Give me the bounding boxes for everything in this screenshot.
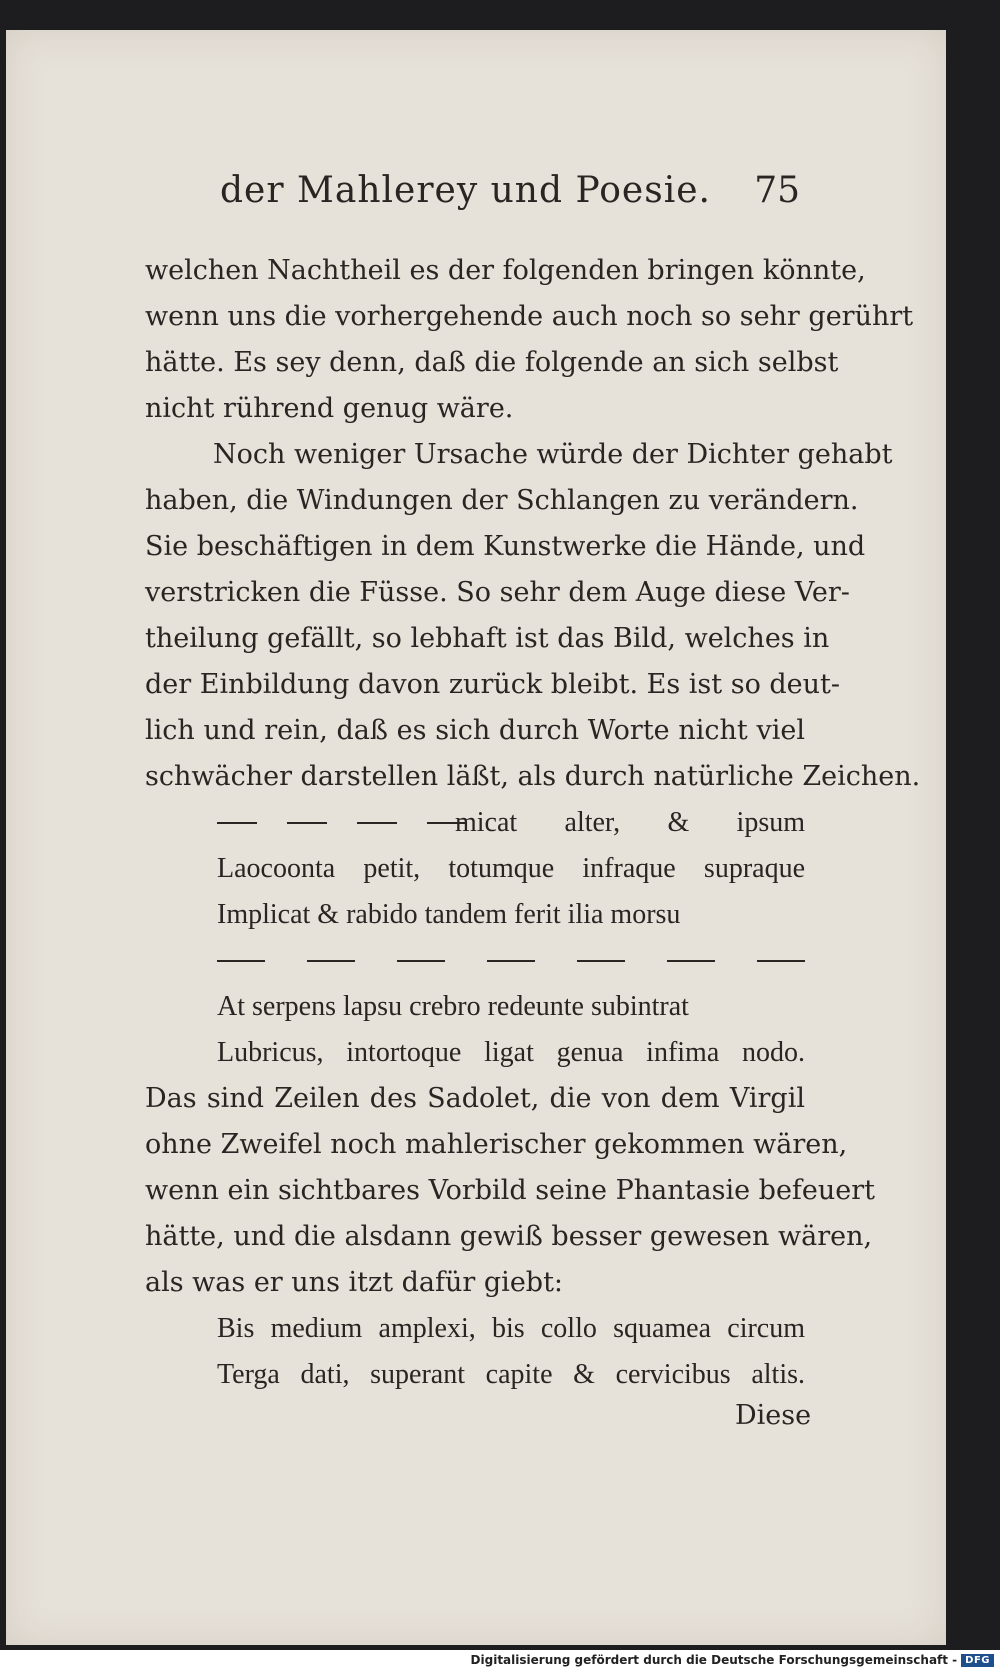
latin-verse: Bis medium amplexi, bis collo squamea circum [217,1313,805,1344]
text-line: der Einbildung davon zurück bleibt. Es ist so deut- [145,669,841,700]
latin-verse: Lubricus, intortoque ligat genua infima nodo. [217,1037,805,1068]
omission-dashes [217,800,467,846]
text-line: haben, die Windungen der Schlangen zu verändern. [145,485,859,516]
catchword: Diese [735,1400,812,1431]
latin-verse: micat alter, & ipsum [455,807,805,838]
page-number: 75 [754,170,800,211]
text-line: nicht rührend genug wäre. [145,393,514,424]
text-line: hätte, und die alsdann gewiß besser gewesen wären, [145,1221,873,1252]
latin-verse: Laocoonta petit, totumque infraque supraque [217,853,805,884]
text-line: wenn ein sichtbares Vorbild seine Phantasie befeuert [145,1175,876,1206]
omission-dash-row [217,938,805,984]
text-line: theilung gefällt, so lebhaft ist das Bild, welches in [145,623,830,654]
dfg-logo: DFG [961,1654,994,1667]
text-line: hätte. Es sey denn, daß die folgende an sich selbst [145,347,839,378]
running-title: der Mahlerey und Poesie. [220,170,711,211]
latin-verse: Terga dati, superant capite & cervicibus altis. [217,1359,805,1390]
text-line: verstricken die Füsse. So sehr dem Auge diese Ver- [145,577,850,608]
footer-credit: Digitalisierung gefördert durch die Deutsche Forschungsgemeinschaft - [470,1653,958,1667]
text-line: als was er uns itzt dafür giebt: [145,1267,564,1298]
text-line: Noch weniger Ursache würde der Dichter gehabt [213,439,893,470]
page-header [220,170,800,220]
text-line: ohne Zweifel noch mahlerischer gekommen wären, [145,1129,848,1160]
text-line: welchen Nachtheil es der folgenden bringen könnte, [145,255,866,286]
latin-verse: Implicat & rabido tandem ferit ilia morsu [217,899,681,930]
digitization-footer [471,1652,994,1668]
text-line: Das sind Zeilen des Sadolet, die von dem Virgil [145,1083,805,1114]
latin-verse: At serpens lapsu crebro redeunte subintrat [217,991,689,1022]
text-line: Sie beschäftigen in dem Kunstwerke die Hände, und [145,531,866,562]
text-line: wenn uns die vorhergehende auch noch so sehr gerührt [145,301,914,332]
text-line: schwächer darstellen läßt, als durch natürliche Zeichen. [145,761,921,792]
text-line: lich und rein, daß es sich durch Worte nicht viel [145,715,805,746]
